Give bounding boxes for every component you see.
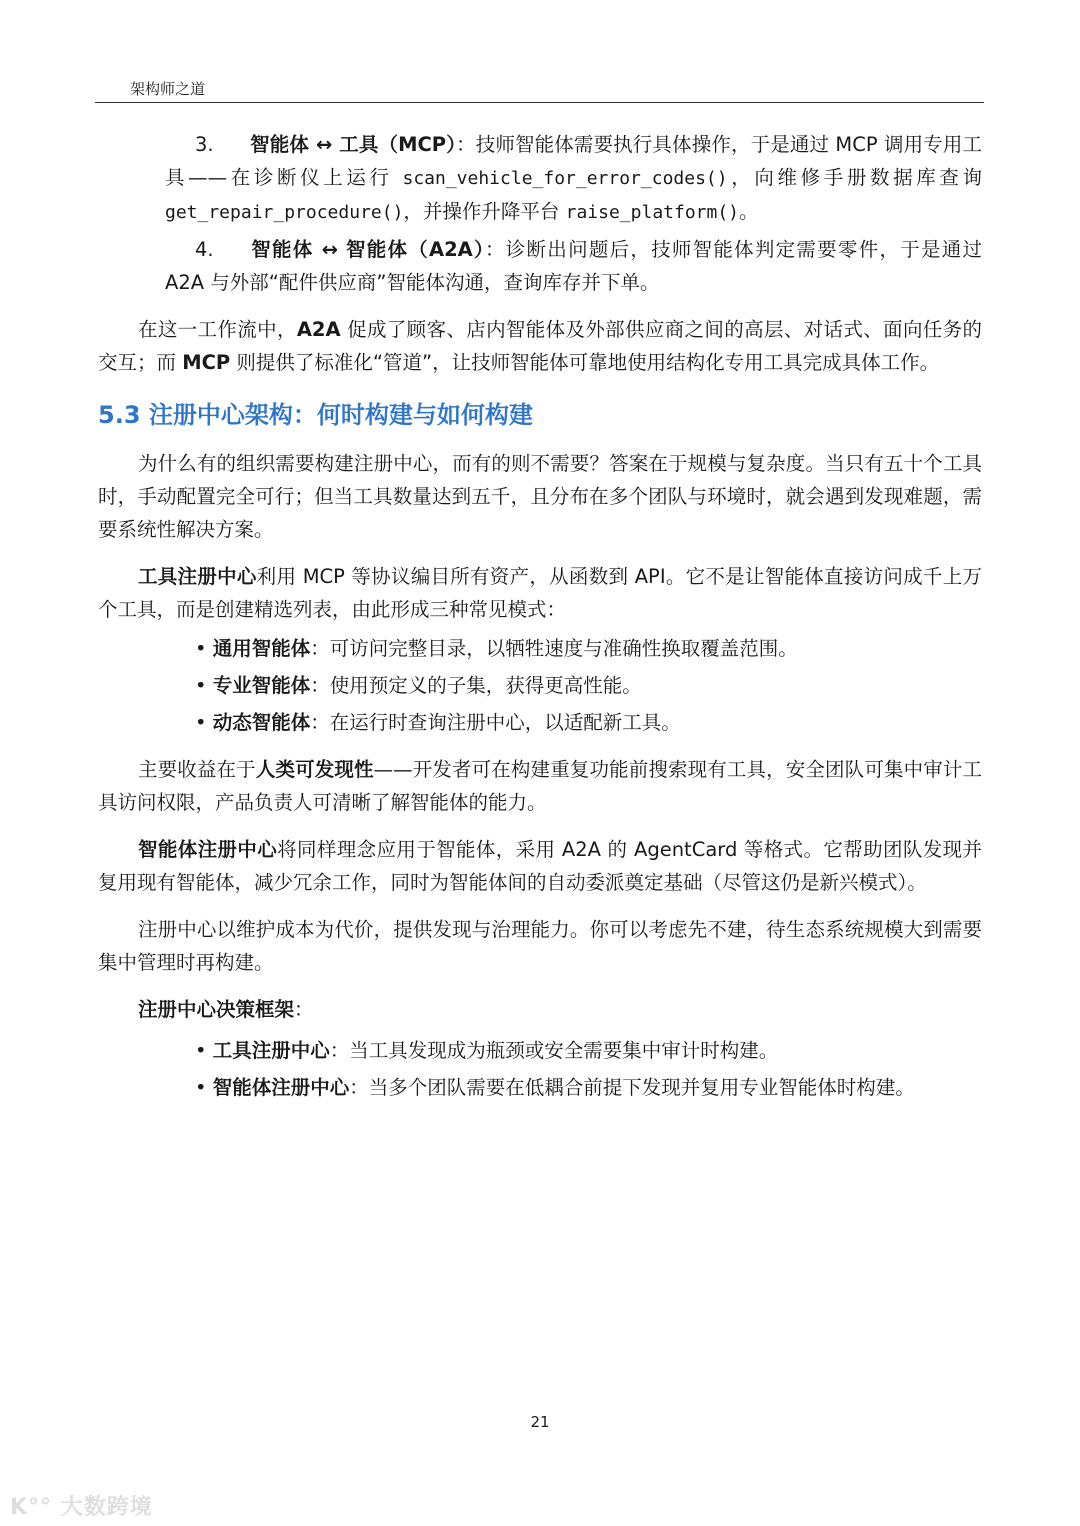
code: get_repair_procedure() — [165, 202, 404, 223]
bullet-icon: • — [195, 637, 213, 660]
text: ：可访问完整目录，以牺牲速度与准确性换取覆盖范围。 — [310, 637, 798, 660]
text: ：在运行时查询注册中心，以适配新工具。 — [310, 711, 681, 734]
bold-text: 智能体注册中心 — [138, 838, 278, 861]
paragraph: 为什么有的组织需要构建注册中心，而有的则不需要？答案在于规模与复杂度。当只有五十个工具时，手动配置完全可行；但当工具数量达到五千，且分布在多个团队与环境时，就会遇到发现难题，需要系统性解决方案。 — [98, 452, 982, 541]
text: ：使用预定义的子集，获得更高性能。 — [310, 674, 642, 697]
bold-text: 人类可发现性 — [255, 758, 374, 781]
bullet-icon: • — [195, 674, 213, 697]
numbered-item-3 — [98, 128, 982, 229]
text: 将同样理念应用于智能体，采用 A2A 的 AgentCard 等格式。它帮助团队发现并复用现有智能体，减少冗余工作，同时为智能体间的自动委派奠定基础（尽管这仍是新兴模式）。 — [98, 838, 982, 894]
text: 主要收益在于 — [138, 758, 256, 781]
code: raise_platform() — [565, 202, 740, 223]
item-text: ：诊断出问题后，技师智能体判定需要零件，于是通过 A2A 与外部“配件供应商”智能体沟通，查询库存并下单。 — [165, 238, 982, 294]
header-rule — [95, 102, 984, 103]
item-number: 3. — [195, 133, 214, 156]
bold-text: A2A — [296, 318, 341, 341]
bullet-icon: • — [195, 1076, 213, 1099]
text: ：当工具发现成为瓶颈或安全需要集中审计时构建。 — [329, 1039, 779, 1062]
bold-text: MCP — [182, 351, 231, 374]
text: ：当多个团队需要在低耦合前提下发现并复用专业智能体时构建。 — [349, 1076, 915, 1099]
list-item — [98, 1034, 982, 1067]
bold-text: 注册中心决策框架 — [138, 998, 295, 1021]
page-number: 21 — [530, 1413, 550, 1431]
bold-text: 动态智能体 — [212, 711, 311, 734]
list-item — [98, 706, 982, 739]
bold-text: 通用智能体 — [212, 637, 311, 660]
paragraph: 注册中心以维护成本为代价，提供发现与治理能力。你可以考虑先不建，待生态系统规模大到需要集中管理时再构建。 — [98, 918, 982, 974]
text: 则提供了标准化“管道”，让技师智能体可靠地使用结构化专用工具完成具体工作。 — [230, 351, 940, 374]
page-body — [98, 128, 982, 1108]
item-title: 智能体 ↔ 智能体（A2A） — [250, 238, 486, 261]
list-item — [98, 632, 982, 665]
numbered-item-4 — [98, 233, 982, 299]
item-text: 。 — [739, 200, 759, 223]
text: ： — [294, 998, 314, 1021]
code: scan_vehicle_for_error_codes() — [402, 168, 728, 189]
paragraph — [98, 560, 982, 626]
bullet-icon: • — [195, 1039, 213, 1062]
paragraph — [98, 313, 982, 379]
bold-text: 工具注册中心 — [212, 1039, 330, 1062]
paragraph — [98, 753, 982, 819]
text: ——开发者可在构建重复功能前搜索现有工具，安全团队可集中审计工具访问权限，产品负责人可清晰了解智能体的能力。 — [98, 758, 982, 814]
bullet-icon: • — [195, 711, 213, 734]
running-header: 架构师之道 — [130, 80, 206, 98]
item-text: ，向维修手册数据库查询 — [727, 166, 982, 189]
list-item — [98, 1071, 982, 1104]
watermark-icon: K°° — [10, 1495, 61, 1520]
item-number: 4. — [195, 238, 214, 261]
bullet-list-framework — [98, 1034, 982, 1104]
bold-text: 智能体注册中心 — [212, 1076, 350, 1099]
watermark-text: 大数跨境 — [60, 1495, 153, 1520]
section-heading: 5.3 注册中心架构：何时构建与如何构建 — [98, 401, 533, 429]
item-text: ，并操作升降平台 — [403, 200, 566, 223]
bullet-list-modes — [98, 632, 982, 739]
list-item — [98, 669, 982, 702]
bold-text: 工具注册中心 — [138, 565, 257, 588]
paragraph — [98, 993, 982, 1026]
paragraph — [98, 833, 982, 899]
text: 促成了顾客、店内智能体及外部供应商之间的高层、对话式、面向任务的交互；而 — [98, 318, 982, 374]
text: 在这一工作流中， — [138, 318, 297, 341]
item-title: 智能体 ↔ 工具（MCP） — [250, 133, 457, 156]
item-text: ：技师智能体需要执行具体操作，于是通过 MCP 调用专用工具——在诊断仪上运行 — [165, 133, 982, 189]
text: 利用 MCP 等协议编目所有资产，从函数到 API。它不是让智能体直接访问成千上万个工具，而是创建精选列表，由此形成三种常见模式： — [98, 565, 982, 621]
bold-text: 专业智能体 — [212, 674, 311, 697]
watermark-logo — [10, 1490, 153, 1521]
